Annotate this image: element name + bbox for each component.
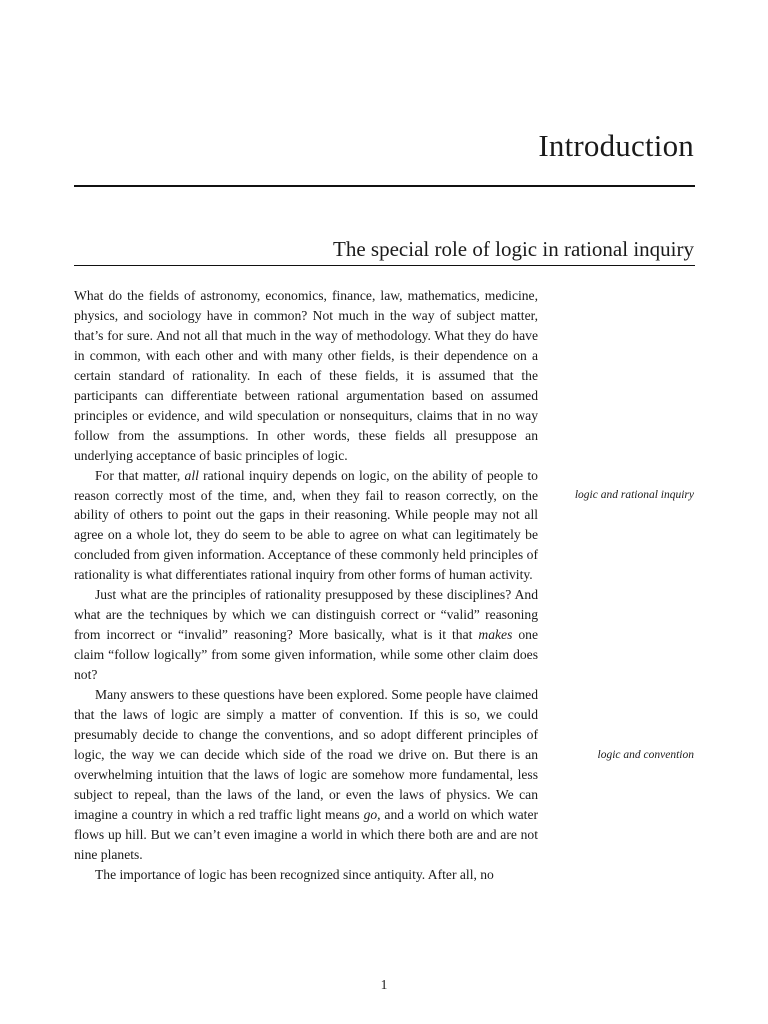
paragraph-4-emphasis: go — [363, 806, 378, 822]
paragraph-5: The importance of logic has been recognized since antiquity. After all, no — [95, 866, 494, 882]
paragraph-4-rest: , and a world on which water flows up hill. But we can’t even imagine a world in which there both are and are not nine planets. — [74, 806, 539, 862]
section-title: The special role of logic in rational inquiry — [333, 237, 694, 261]
paragraph-3-emphasis: makes — [478, 627, 513, 643]
section-rule — [74, 265, 695, 266]
paragraph-2-emphasis: all — [184, 467, 199, 483]
paragraph-2-start: For that matter, — [95, 467, 185, 483]
paragraph-1: What do the fields of astronomy, economics, finance, law, mathematics, medicine, physics, and sociology have in common? Not much in the way of subject matter, that’s for sure. And not all that much in the way of methodology. What they do have in common, with each other and with many other fields, is their dependence on a certain standard of rationality. In each of these fields, it is assumed that the participants can differentiate between rational argumentation based on assumed principles or evidence, and wild speculation or nonsequiturs, claims that in no way follow from the assumptions. In other words, these fields all presuppose an underlying acceptance of basic principles of logic. — [74, 288, 538, 463]
body-text — [74, 286, 538, 885]
paragraph-4-start: Many answers to these questions have been explored. Some people have claimed that the laws of logic are simply a matter of convention. If this is so, we could presumably decide to change the conventions, and so adopt different principles of logic, the way we can decide which side of the road we drive on. But there is an overwhelming intuition that the laws of logic are somehow more fundamental, less subject to repeal, than the laws of the land, or even the laws of physics. We can imagine a country in which a red traffic light means — [74, 687, 538, 822]
paragraph-2-rest: rational inquiry depends on logic, on the ability of people to reason correctly most of the time, and, when they fail to reason correctly, on the ability of others to point out the gaps in their reasoning. While people may not all agree on a whole lot, they do seem to be able to agree on what can legitimately be concluded from given information. Acceptance of these commonly held principles of rationality is what differentiates rational inquiry from other forms of human activity. — [74, 467, 538, 583]
paragraph-2 — [74, 466, 538, 586]
page-number: 1 — [380, 977, 388, 992]
paragraph-3-rest: one claim “follow logically” from some given information, while some other claim does not? — [74, 627, 538, 683]
paragraph-4 — [74, 685, 538, 865]
margin-note-logic-and-convention: logic and convention — [597, 749, 694, 761]
margin-note-logic-and-rational-inquiry: logic and rational inquiry — [574, 489, 694, 501]
chapter-title: Introduction — [538, 128, 694, 163]
paragraph-3 — [74, 585, 538, 685]
paragraph-3-start: Just what are the principles of rationality presupposed by these disciplines? And what are the techniques by which we can distinguish correct or “valid” reasoning from incorrect or “invalid” reasoning? More basically, what is it that — [74, 587, 538, 643]
chapter-rule — [74, 185, 695, 187]
